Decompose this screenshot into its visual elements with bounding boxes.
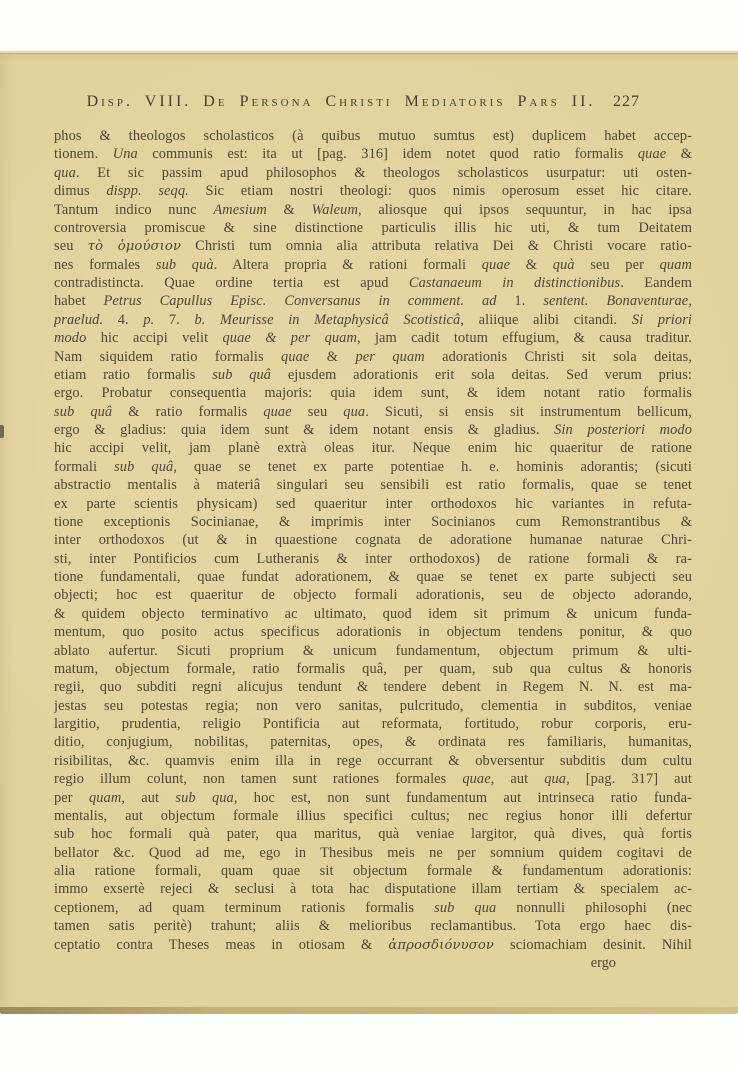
running-title: Disp. VIII. De Persona Christi Mediatoris Pars II. bbox=[86, 93, 596, 110]
text-line: Tantum indico nunc Amesium & Waleum, aliosque qui ipsos sequuntur, in hac ipsa bbox=[54, 201, 692, 218]
text-line: ex parte scientis physicam) sed quaeritur inter orthodoxos hic variantes in refuta- bbox=[54, 495, 692, 512]
text-line: immo exsertè rejeci & seclusi à tota hac disputatione illam tertiam & specialem ac- bbox=[54, 881, 692, 898]
text-line: & quidem objecto terminativo ac ultimato, quod idem sit primum & unicum funda- bbox=[54, 605, 692, 622]
text-line: mentalis, aut objectum formale illius specifici cultus; nec regius honor illi defertur bbox=[54, 807, 692, 824]
text-line: ergo & gladius: quia idem sunt & idem notant ensis & gladius. Sin posteriori modo bbox=[54, 422, 692, 438]
text-line: objecti; hoc est quaeritur de objecto formali adorationis, seu de objecto adorando, bbox=[54, 587, 692, 604]
text-line: Nam siquidem ratio formalis quae & per quam adorationis Christi sit sola deitas, bbox=[54, 348, 692, 365]
text-line: dimus dispp. seqq. Sic etiam nostri theologi: quos nimis operosum esset hic citare. bbox=[54, 183, 692, 200]
text-line: seu τὸ ὁμούσιον Christi tum omnia alia attributa relativa Dei & Christi vocare ratio- bbox=[54, 238, 692, 255]
text-line: controversia promiscue & sine distinctione particulis illis hic uti, & tum Deitatem bbox=[54, 219, 692, 236]
text-line: nes formales sub quà. Altera propria & rationi formali quae & quà seu per quam bbox=[54, 256, 692, 273]
text-line: ceptionem, ad quam terminum rationis formalis sub qua nonnulli philosophi (nec bbox=[54, 899, 692, 916]
margin-stain bbox=[0, 425, 4, 438]
text-line: regio illum colunt, non tamen sunt rationes formales quae, aut qua, [pag. 317] aut bbox=[54, 771, 692, 788]
text-line: tione fundamentali, quae fundat adorationem, & quae se tenet ex parte subjecti seu bbox=[54, 569, 692, 585]
text-line: alia ratione formali, quam quae sit objectum formale & fundamentum adorationis: bbox=[54, 863, 692, 879]
text-line: habet Petrus Capullus Episc. Conversanus in comment. ad 1. sentent. Bonaventurae, bbox=[54, 293, 692, 310]
text-line: bellator &c. Quod ad me, ego in Thesibus meis ne per somnium quidem cogitavi de bbox=[54, 844, 692, 861]
text-line: sti, inter Pontificios cum Lutheranis & inter orthodoxos) de ratione formali & ra- bbox=[54, 550, 692, 567]
text-line: ergo. Probatur consequentia majoris: quia idem sunt, & idem notant ratio formalis bbox=[54, 385, 692, 402]
text-line: sub hoc formali quà pater, qua maritus, quà veniae largitor, quà dives, quà fortis bbox=[54, 826, 692, 843]
text-line: mentum, quo posito actus specificus adorationis in objectum tendens ponitur, & quo bbox=[54, 624, 692, 641]
text-line: modo hic accipi velit quae & per quam, jam cadit totum effugium, & causa traditur. bbox=[54, 330, 692, 347]
text-line: tione exceptionis Socinianae, & imprimis inter Socinianos cum Remonstrantibus & bbox=[54, 513, 692, 530]
text-line: phos & theologos scholasticos (à quibus mutuo sumtus est) duplicem habet accep- bbox=[54, 128, 692, 144]
text-line: contradistincta. Quae ordine tertia est apud Castanaeum in distinctionibus. Eandem bbox=[54, 275, 692, 291]
page-header bbox=[54, 93, 692, 115]
page-bottom-edge bbox=[0, 1007, 738, 1014]
text-line: tamen satis peritè) trahunt; aliis & melioribus reclamantibus. Tota ergo haec dis- bbox=[54, 918, 692, 935]
text-line: ditio, conjugium, nobilitas, paternitas, opes, & ordinata res familiaris, humanitas, bbox=[54, 734, 692, 751]
text-line: ablato aufertur. Sicuti proprium & unicum fundamentum, objectum primum & ulti- bbox=[54, 642, 692, 659]
text-line: hic accipi velit, jam planè extrà oleas itur. Neque enim hic quaeritur de ratione bbox=[54, 440, 692, 457]
text-line: formali sub quâ, quae se tenet ex parte potentiae h. e. hominis adorantis; (sicuti bbox=[54, 458, 692, 475]
text-line: inter orthodoxos (ut & in quaestione cognata de adoratione humanae naturae Chri- bbox=[54, 532, 692, 549]
text-column bbox=[54, 53, 692, 972]
page-number: 227 bbox=[613, 93, 640, 110]
catchword: ergo bbox=[590, 954, 616, 971]
text-line: largitio, prudentia, religio Pontificia aut reformata, fortitudo, robur corporis, eru- bbox=[54, 716, 692, 732]
text-line: praelud. 4. p. 7. b. Meurisse in Metaphysicâ Scotisticâ, aliique alibi citandi. Si priori bbox=[54, 311, 692, 328]
text-line: sub quâ & ratio formalis quae seu qua. Sicuti, si ensis sit instrumentum bellicum, bbox=[54, 403, 692, 420]
text-line: ceptatio contra Theses meas in otiosam & ἀπροσδιόνυσον sciomachiam desinit. Nihil bbox=[54, 936, 692, 953]
text-line: tionem. Una communis est: ita ut [pag. 316] idem notet quod ratio formalis quae & bbox=[54, 146, 692, 163]
text-line: qua. Et sic passim apud philosophos & theologos scholasticos usurpatur: uti osten- bbox=[54, 164, 692, 181]
text-line: risibilitas, &c. quamvis enim illa in rege occurrant & obversentur subditis dum cultu bbox=[54, 752, 692, 769]
text-line: abstractio mentalis à materiâ singulari seu sensibili est ratio formalis, quae se tenet bbox=[54, 477, 692, 494]
text-line: jestas seu potestas regia; non vero sanitas, pulcritudo, clementia in subditos, veniae bbox=[54, 697, 692, 714]
text-line: per quam, aut sub qua, hoc est, non sunt fundamentum aut intrinseca ratio funda- bbox=[54, 789, 692, 806]
text-line: matum, objectum formale, ratio formalis quâ, per quam, sub qua cultus & honoris bbox=[54, 660, 692, 677]
body-text bbox=[54, 127, 692, 954]
text-line: etiam ratio formalis sub quâ ejusdem adorationis erit sola deitas. Sed verum prius: bbox=[54, 366, 692, 383]
text-line: regii, quo subditi regni alicujus tendunt & tendere debent in Regem N. N. est ma- bbox=[54, 679, 692, 696]
